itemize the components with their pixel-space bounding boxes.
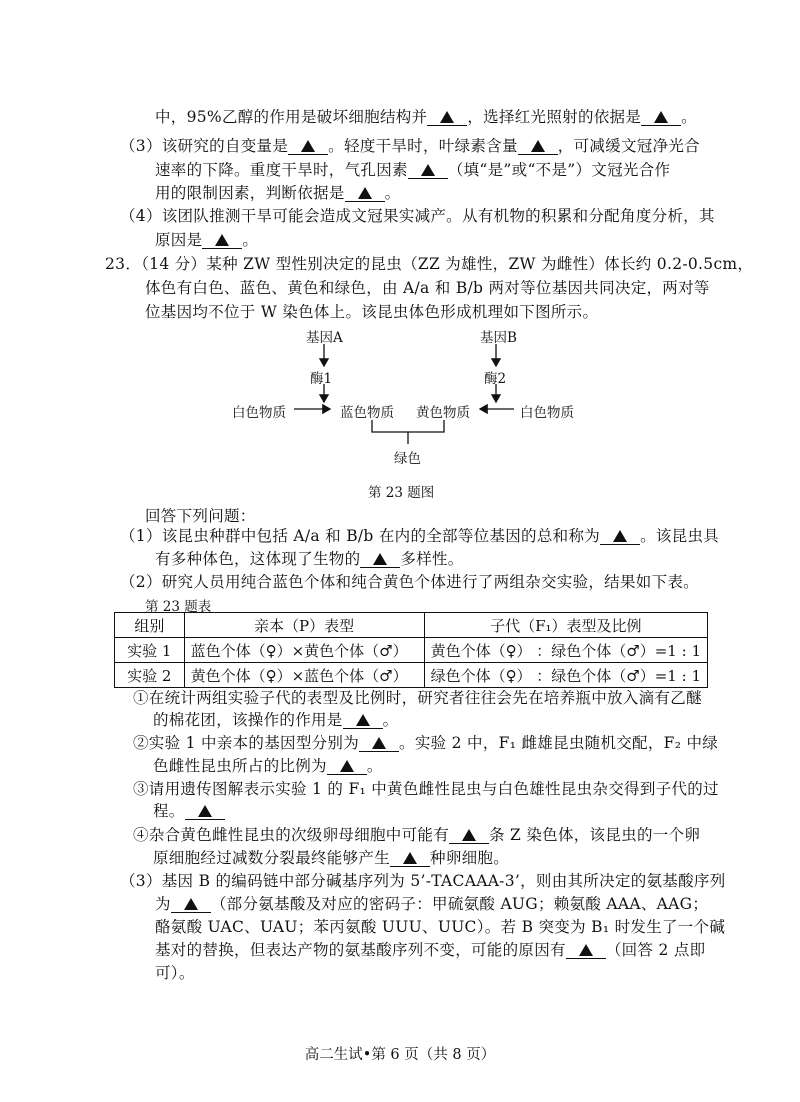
- answer-blank[interactable]: [427, 109, 467, 126]
- item-2-line-1: ②实验 1 中亲本的基因型分别为 。实验 2 中，F₁ 雌雄昆虫随机交配，F₂ 中绿: [133, 734, 719, 752]
- triangle-icon: [403, 852, 417, 864]
- sub-3-line-5: 可）。: [155, 964, 195, 982]
- question-23-line-2: 体色有白色、蓝色、黄色和绿色，由 A/a 和 B/b 两对等位基因共同决定，两对等: [145, 279, 710, 297]
- table-header-row: [115, 613, 708, 638]
- answer-blank[interactable]: [171, 896, 211, 913]
- table-cell: 实验 1: [115, 638, 185, 663]
- table-cell: 黄色个体（♀） ：绿色个体（♂）=1 : 1: [424, 638, 707, 663]
- triangle-icon: [198, 805, 212, 817]
- gene-b-label: 基因B: [480, 330, 517, 346]
- blue-substance: 蓝色物质: [340, 405, 394, 421]
- answer-blank[interactable]: [343, 712, 383, 729]
- triangle-icon: [356, 714, 370, 726]
- table-row: [115, 663, 708, 688]
- table-header: 组别: [115, 613, 185, 638]
- answer-blank[interactable]: [408, 162, 448, 179]
- answer-blank[interactable]: [390, 850, 430, 867]
- question-23-line-3: 位基因均不位于 W 染色体上。该昆虫体色形成机理如下图所示。: [145, 303, 599, 321]
- question-23-line-1: 23．（14 分）某种 ZW 型性别决定的昆虫（ZZ 为雄性，ZW 为雌性）体长约 0.2-0.5cm，: [105, 255, 754, 273]
- answer-blank[interactable]: [345, 185, 385, 202]
- answer-blank[interactable]: [449, 827, 489, 844]
- answer-blank[interactable]: [518, 138, 558, 155]
- triangle-icon: [372, 737, 386, 749]
- page-footer: 高二生试•第 6 页（共 8 页）: [304, 1047, 496, 1063]
- answer-blank[interactable]: [600, 528, 640, 545]
- triangle-icon: [184, 898, 198, 910]
- answer-intro: 回答下列问题：: [145, 507, 256, 525]
- answer-blank[interactable]: [641, 109, 681, 126]
- sub-1-line-2: 有多种体色，这体现了生物的 多样性。: [155, 550, 464, 568]
- item-4-line-1: ④杂合黄色雌性昆虫的次级卵母细胞中可能有 条 Z 染色体，该昆虫的一个卵: [133, 826, 701, 844]
- sub-3-line-3: 酪氨酸 UAC、UAU；苯丙氨酸 UUU、UUC）。若 B 突变为 B₁ 时发生了一个碱: [155, 918, 726, 936]
- item-2-line-2: 色雌性昆虫所占的比例为 。: [153, 757, 383, 775]
- triangle-icon: [373, 553, 387, 565]
- triangle-icon: [358, 187, 372, 199]
- triangle-icon: [340, 760, 354, 772]
- triangle-icon: [613, 530, 627, 542]
- answer-blank[interactable]: [202, 232, 242, 249]
- triangle-icon: [654, 111, 668, 123]
- results-table: [114, 612, 708, 688]
- answer-blank[interactable]: [185, 803, 225, 820]
- answer-blank[interactable]: [566, 942, 606, 959]
- triangle-icon: [579, 944, 593, 956]
- white-substance-left: 白色物质: [232, 405, 286, 421]
- answer-blank[interactable]: [327, 758, 367, 775]
- line-1: 中，95%乙醇的作用是破坏细胞结构并 ，选择红光照射的依据是 。: [155, 108, 697, 126]
- table-header: 子代（F₁）表型及比例: [424, 613, 707, 638]
- triangle-icon: [421, 164, 435, 176]
- item-3-line-1: ③请用遗传图解表示实验 1 的 F₁ 中黄色雌性昆虫与白色雄性昆虫杂交得到子代的过: [133, 780, 719, 798]
- table-caption: 第 23 题表: [145, 599, 212, 615]
- sub-1-line-1: （1）该昆虫种群中包括 A/a 和 B/b 在内的全部等位基因的总和称为 。该昆虫具: [120, 527, 720, 545]
- table-cell: 黄色个体（♀）×蓝色个体（♂）: [184, 663, 424, 688]
- table-cell: 实验 2: [115, 663, 185, 688]
- table-cell: 蓝色个体（♀）×黄色个体（♂）: [184, 638, 424, 663]
- green-label: 绿色: [394, 451, 421, 467]
- answer-blank[interactable]: [359, 735, 399, 752]
- line-5: （4）该团队推测干旱可能会造成文冠果实减产。从有机物的积累和分配角度分析，其: [120, 207, 715, 225]
- sub-3-line-2: 为 （部分氨基酸及对应的密码子：甲硫氨酸 AUG；赖氨酸 AAA、AAG；: [155, 895, 709, 913]
- item-1-line-1: ①在统计两组实验子代的表型及比例时，研究者往往会先在培养瓶中放入滴有乙醚: [133, 689, 702, 707]
- bracket: [372, 420, 444, 432]
- triangle-icon: [531, 140, 545, 152]
- enzyme1-label: 酶1: [310, 371, 333, 387]
- enzyme2-label: 酶2: [484, 371, 507, 387]
- line-4: 用的限制因素，判断依据是 。: [155, 184, 401, 202]
- table-header: 亲本（P）表型: [184, 613, 424, 638]
- item-1-line-2: 的棉花团，该操作的作用是 。: [153, 711, 399, 729]
- gene-a-label: 基因A: [306, 330, 343, 346]
- figure-caption: 第 23 题图: [368, 485, 435, 501]
- white-substance-right: 白色物质: [520, 405, 574, 421]
- yellow-substance: 黄色物质: [416, 405, 470, 421]
- triangle-icon: [301, 140, 315, 152]
- answer-blank[interactable]: [288, 138, 328, 155]
- table-cell: 绿色个体（♀） ：绿色个体（♂）=1 : 1: [424, 663, 707, 688]
- answer-blank[interactable]: [360, 551, 400, 568]
- item-3-line-2: 程。: [153, 801, 225, 821]
- line-6: 原因是 。: [155, 231, 259, 249]
- line-2: （3）该研究的自变量是 。轻度干旱时，叶绿素含量 ，可减缓文冠净光合: [120, 137, 700, 155]
- pathway-diagram: [230, 322, 590, 472]
- triangle-icon: [462, 829, 476, 841]
- triangle-icon: [215, 234, 229, 246]
- table-row: [115, 638, 708, 663]
- line-3: 速率的下降。重度干旱时，气孔因素 （填“是”或“不是”）文冠光合作: [155, 161, 671, 179]
- item-4-line-2: 原细胞经过减数分裂最终能够产生 种卵细胞。: [153, 849, 510, 867]
- sub-3-line-1: （3）基因 B 的编码链中部分碱基序列为 5’-TACAAA-3’，则由其所决定的氨基酸序列: [120, 872, 726, 890]
- triangle-icon: [440, 111, 454, 123]
- sub-2-line-1: （2）研究人员用纯合蓝色个体和纯合黄色个体进行了两组杂交实验，结果如下表。: [120, 573, 699, 591]
- sub-3-line-4: 基对的替换，但表达产物的氨基酸序列不变，可能的原因有 （回答 2 点即: [155, 941, 706, 959]
